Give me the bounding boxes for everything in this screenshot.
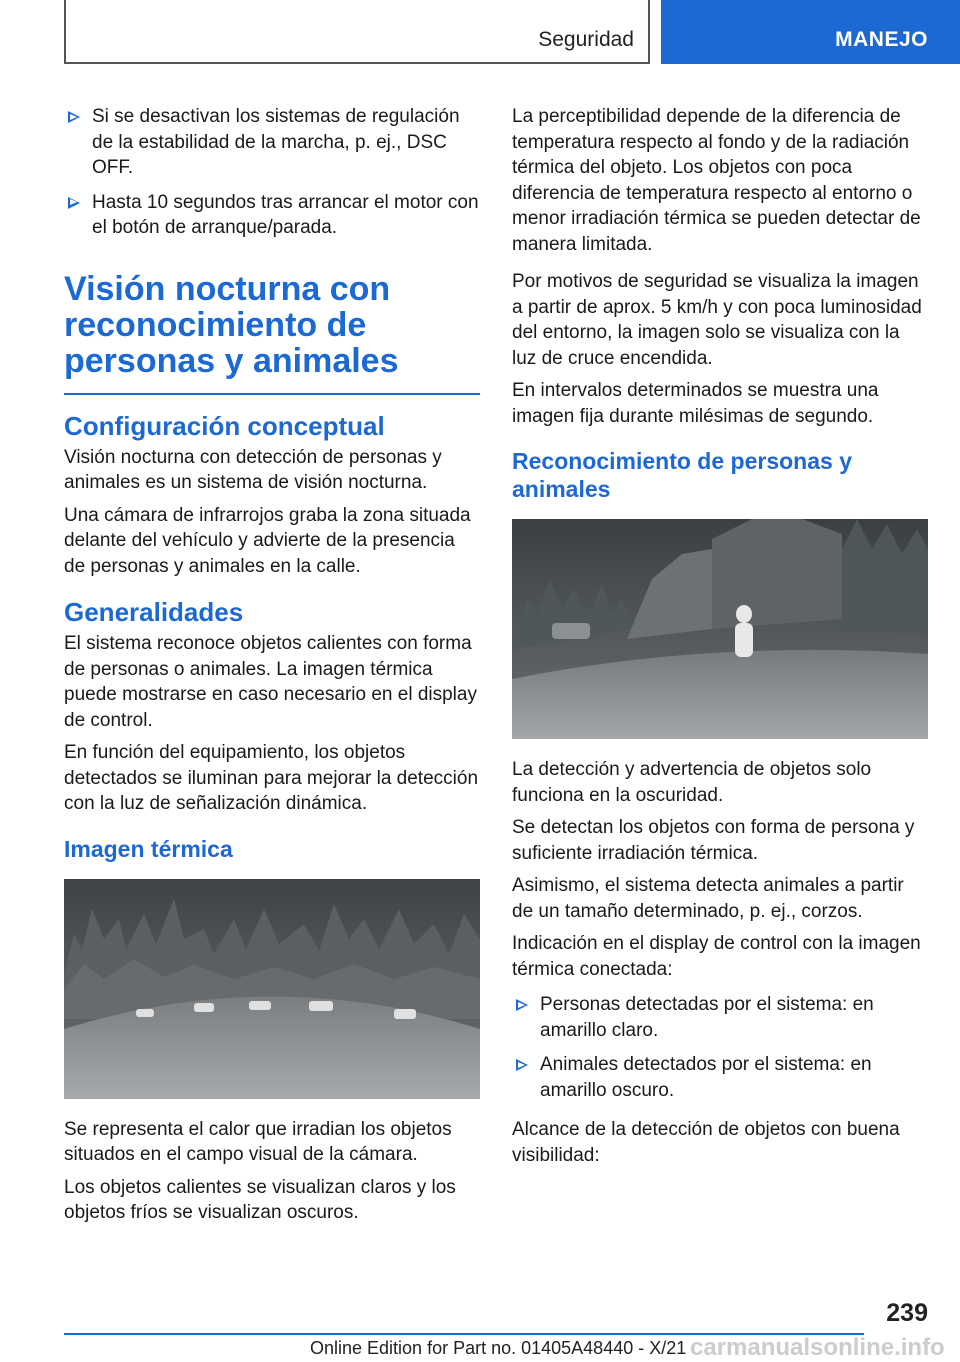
watermark: carmanualsonline.info [690, 1334, 945, 1361]
bullet-list-top [64, 104, 480, 241]
section-title: Visión nocturna con reconocimiento de personas y animales [64, 271, 480, 395]
thermal-image-person [512, 519, 928, 739]
header-section-title: Seguridad [538, 28, 634, 51]
list-item: Si se desactivan los sistemas de regulación de la estabilidad de la marcha, p. ej., DSC OFF. [64, 104, 480, 181]
page-number: 239 [886, 1299, 928, 1327]
list-item: Hasta 10 segundos tras arrancar el motor con el botón de arranque/parada. [64, 190, 480, 241]
paragraph: La detección y advertencia de objetos solo funciona en la oscuridad. [512, 759, 872, 806]
paragraph: En intervalos determinados se muestra una imagen fija durante milésimas de segundo. [512, 380, 879, 427]
triangle-bullet-icon [68, 197, 80, 209]
thermal-image-animals [64, 879, 480, 1099]
triangle-bullet-icon [516, 999, 528, 1011]
paragraph: Se representa el calor que irradian los objetos situados en el campo visual de la cámara. [64, 1118, 452, 1165]
paragraph: Se detectan los objetos con forma de persona y suficiente irradiación térmica. [512, 817, 915, 864]
list-item: Personas detectadas por el sistema: en amarillo claro. [512, 992, 928, 1043]
paragraph: El sistema reconoce objetos calientes con forma de personas o animales. La imagen térmica puede mostrarse en caso necesario en el display de control. [64, 633, 477, 731]
bullet-list-detection [512, 992, 928, 1103]
paragraph: Una cámara de infrarrojos graba la zona situada delante del vehículo y advierte de la presencia de personas y animales en la calle. [64, 504, 471, 577]
paragraph: Asimismo, el sistema detecta animales a partir de un tamaño determinado, p. ej., corzos. [512, 875, 904, 922]
paragraph: Los objetos calientes se visualizan claros y los objetos fríos se visualizan oscuros. [64, 1176, 456, 1223]
heading-general: Generalidades [64, 597, 244, 627]
heading-concept: Configuración conceptual [64, 410, 385, 441]
header-section-box [64, 0, 650, 64]
header-chapter-label: MANEJO [835, 28, 928, 51]
right-column [512, 104, 928, 1175]
paragraph: En función del equipamiento, los objetos detectados se iluminan para mejorar la detección con la luz de señalización dinámica. [64, 742, 479, 814]
paragraph: Alcance de la detección de objetos con buena visibilidad: [512, 1119, 900, 1166]
heading-thermal-image: Imagen térmica [64, 835, 233, 862]
triangle-bullet-icon [516, 1059, 528, 1071]
header-chapter-tab [661, 0, 960, 64]
left-column [64, 104, 480, 1233]
paragraph: La perceptibilidad depende de la diferencia de temperatura respecto al fondo y de la radiación térmica del objeto. Los objetos con poca diferencia de temperatura respecto al entorno o menor irradiación térmica se pueden detectar de manera limitada. [512, 106, 921, 255]
list-item: Animales detectados por el sistema: en amarillo oscuro. [512, 1052, 928, 1103]
heading-recognition: Reconocimiento de personas y animales [512, 448, 852, 502]
paragraph: Visión nocturna con detección de personas y animales es un sistema de visión nocturna. [64, 446, 442, 493]
triangle-bullet-icon [68, 111, 80, 123]
paragraph: Por motivos de seguridad se visualiza la imagen a partir de aprox. 5 km/h y con poca luminosidad del entorno, la imagen solo se visualiza con la luz de cruce encendida. [512, 271, 922, 369]
footer-edition: Online Edition for Part no. 01405A48440 - X/21 [310, 1338, 687, 1358]
paragraph: Indicación en el display de control con la imagen térmica conectada: [512, 933, 921, 980]
